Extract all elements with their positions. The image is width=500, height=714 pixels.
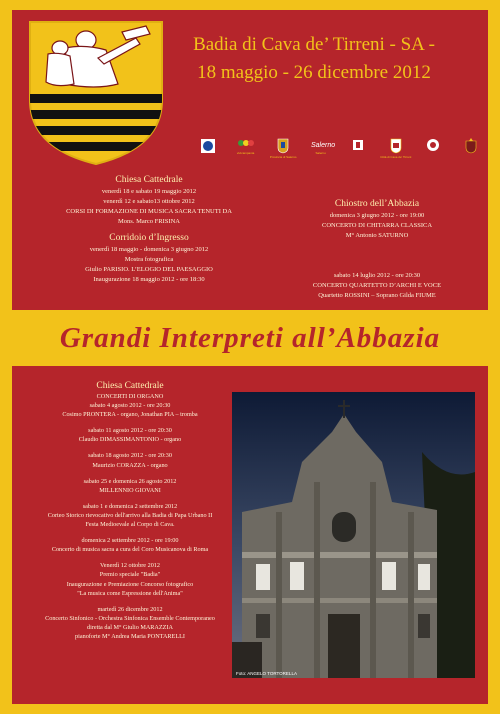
cava-crest-icon <box>390 138 402 154</box>
event-heading: Corridoio d’Ingresso <box>109 233 189 243</box>
provincia-salerno-crest-icon <box>277 138 289 154</box>
header-location: Badia di Cava de’ Tirreni - SA - <box>193 34 435 55</box>
event-heading: Chiostro dell’Abbazia <box>334 199 420 209</box>
festival-title: Grandi Interpreti all’Abbazia <box>59 322 441 354</box>
program-line: Corteo Storico rievocativo dell'arrivo alla Badia di Papa Urbano II <box>47 511 213 519</box>
badia-seal-icon <box>426 138 440 152</box>
program-heading: Chiesa Cattedrale <box>96 381 164 391</box>
program-line: domenica 2 settembre 2012 - ore 19:00 <box>81 537 179 545</box>
program-line: "La musica come Espressione dell'Anima" <box>77 589 183 597</box>
event-line: Mons. Marco FRISINA <box>118 218 180 225</box>
event-line: Mostra fotografica <box>124 256 174 263</box>
program-spacer <box>28 419 232 426</box>
program-spacer <box>28 444 232 451</box>
svg-text:Salerno: Salerno <box>310 142 335 149</box>
top-panel <box>12 10 488 310</box>
program-spacer <box>28 529 232 536</box>
monument-logo-icon <box>351 138 365 152</box>
program-list <box>28 380 232 641</box>
photo-credit: Foto: ANGELO TORTORELLA <box>236 671 297 676</box>
event-line: sabato 14 luglio 2012 - ore 20:30 <box>333 272 421 279</box>
event-heading: Chiesa Cattedrale <box>115 175 183 185</box>
program-line: Claudio DIMASSIMANTONIO - organo <box>78 436 182 444</box>
header-dates: 18 maggio - 26 dicembre 2012 <box>197 62 431 83</box>
sponsor-7 <box>455 138 487 155</box>
salerno-logo-icon <box>310 138 335 150</box>
program-spacer <box>28 554 232 561</box>
program-spacer <box>28 598 232 605</box>
program-line: sabato 4 agosto 2012 - ore 20:30 <box>89 402 171 410</box>
program-line: CONCERTI DI ORGANO <box>96 393 164 400</box>
program-line: sabato 25 e domenica 26 agosto 2012 <box>83 477 177 485</box>
program-line: Maurizio CORAZZA - organo <box>92 461 168 469</box>
sponsor-1: vivicampania <box>230 138 262 155</box>
program-line: Cosimo PRONTERA - organo, Jonathan PIA – tromba <box>62 411 198 419</box>
abbey-photo <box>232 392 475 678</box>
event-line: Quartetto ROSSINI – Soprano Gilda FIUME <box>318 292 436 299</box>
program-line: sabato 1 e domenica 2 settembre 2012 <box>82 502 178 510</box>
sponsor-3: Salerno Salerno <box>305 138 337 155</box>
abbazia-crest-icon <box>464 138 478 154</box>
event-line: Giulio PARISIO. L’ELOGIO DEL PAESAGGIO <box>85 266 213 273</box>
event-line: CONCERTO DI CHITARRA CLASSICA <box>321 222 433 229</box>
program-line: sabato 11 agosto 2012 - ore 20:30 <box>88 427 172 435</box>
event-line: domenica 3 giugno 2012 - ore 19:00 <box>329 212 425 219</box>
event-line: Inaugurazione 18 maggio 2012 - ore 18:30 <box>93 276 205 283</box>
event-chiesa-cattedrale <box>36 174 262 227</box>
program-spacer <box>28 495 232 502</box>
event-line: CORSI DI FORMAZIONE DI MUSICA SACRA TENUTI DA <box>66 208 232 215</box>
program-spacer <box>28 470 232 477</box>
program-line: martedì 26 dicembre 2012 <box>97 605 163 613</box>
program-line: MILLENNIO GIOVANI <box>99 486 161 494</box>
regione-campania-logo-icon <box>200 138 216 154</box>
program-line: Festa Medioevale al Corpo di Cava. <box>85 521 175 529</box>
event-line: venerdì 18 maggio - domenica 3 giugno 2012 <box>89 246 209 253</box>
event-chiostro <box>264 198 490 241</box>
program-line: Inaugurazione e Premiazione Concorso fotografico <box>66 580 194 588</box>
sponsor-logos <box>192 138 487 166</box>
program-line: Concerto di musica sacra a cura del Coro Musicanova di Roma <box>51 546 209 554</box>
sponsor-6 <box>417 138 449 153</box>
event-line: venerdì 18 e sabato 19 maggio 2012 <box>101 188 197 195</box>
event-corridoio <box>36 232 262 285</box>
sponsor-4 <box>342 138 374 153</box>
event-line: M° Antonio SATURNO <box>345 232 409 239</box>
sponsor-0 <box>192 138 224 155</box>
program-line: Venerdì 12 ottobre 2012 <box>100 562 160 570</box>
event-quartetto <box>264 271 490 301</box>
program-line: diretta dal M° Giulio MARAZZIA <box>87 623 173 631</box>
sponsor-5: Città di Cava de' Tirreni <box>380 138 412 159</box>
sponsor-2: Provincia di Salerno <box>267 138 299 159</box>
program-line: pianoforte M° Andrea Maria PONTARELLI <box>75 632 185 640</box>
event-line: venerdì 12 e sabato13 ottobre 2012 <box>103 198 195 205</box>
program-line: sabato 18 agosto 2012 - ore 20:30 <box>88 452 172 460</box>
event-line: CONCERTO QUARTETTO D’ARCHI E VOCE <box>312 282 442 289</box>
abbey-facade-image <box>232 392 475 678</box>
program-line: Premio speciale "Badia" <box>99 571 161 579</box>
vivicampania-logo-icon <box>236 138 256 150</box>
program-line: Concerto Sinfonico - Orchestra Sinfonica Ensemble Contemporaneo <box>45 614 215 622</box>
